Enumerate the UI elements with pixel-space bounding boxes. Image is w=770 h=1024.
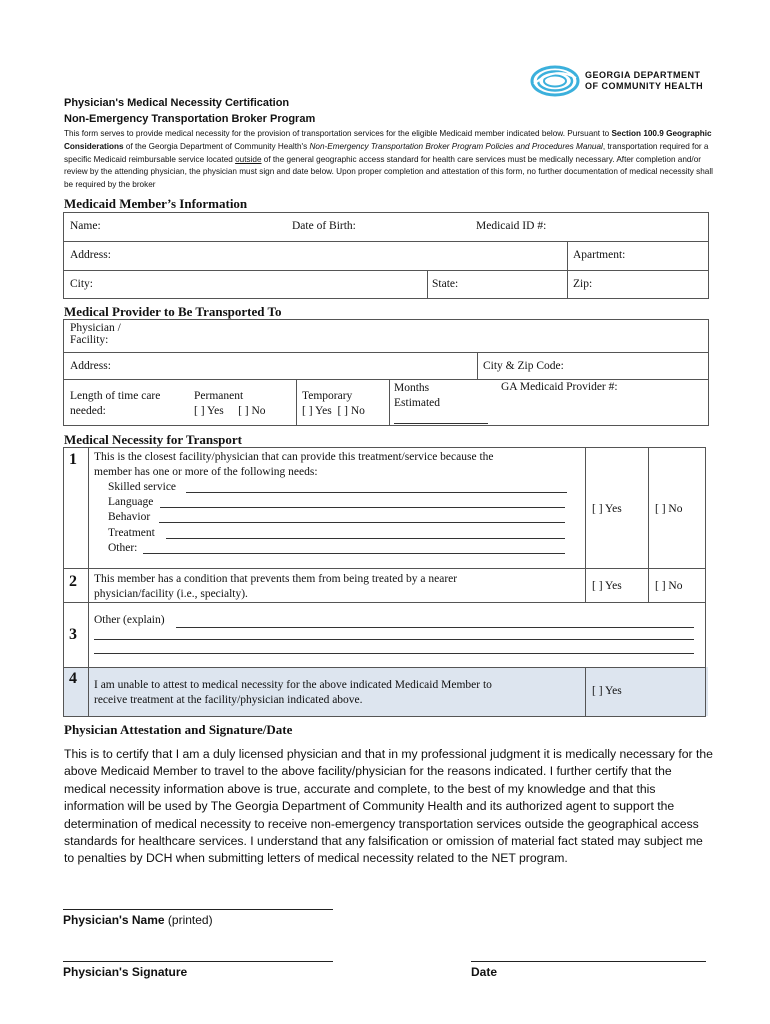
dch-logo-icon [530,64,580,98]
necessity-section-title: Medical Necessity for Transport [64,432,242,447]
member-name-field[interactable]: Name: [70,220,101,232]
row1-text: This is the closest facility/physician that can provide this treatment/service because the member has one or more of the following needs: [94,451,494,479]
row2-yes-checkbox[interactable]: [ ] Yes [592,580,622,592]
member-address-field[interactable]: Address: [70,249,111,261]
need-behavior[interactable]: Behavior [108,511,151,524]
physician-signature-label: Physician's Signature [63,965,188,979]
agency-logo [530,64,710,96]
row2-number: 2 [69,573,77,590]
form-subtitle: Non-Emergency Transportation Broker Program [64,113,316,125]
row3-number: 3 [69,626,77,643]
member-section-title: Medicaid Member’s Information [64,196,248,211]
physician-signature-line[interactable] [63,961,333,962]
intro-paragraph: This form serves to provide medical necessity for the provision of transportation services for the eligible Medicaid member indicated below. Pursuant to Section 100.9 Geographic Considerations of the Georgia Department of Community Health's Non-Emergency Transportation Broker Program Policies and Procedures Manual, transportation required for a specific Medicaid reimbursable service located outside of the general geographic access standard for health care services must be medically necessary. After completion and/or review by the attending physician, the physician must sign and date below. Upon proper completion and attestation of this form, no further documentation of medical necessity shall be required by the broker [64,129,713,190]
physician-name-line[interactable] [63,909,333,910]
length-of-care-label: Length of time care needed: [70,390,161,417]
physician-name-label: Physician's Name (printed) [63,913,213,927]
temporary-option[interactable]: Temporary [ ] Yes [ ] No [302,390,365,417]
provider-city-zip-field[interactable]: City & Zip Code: [483,360,564,372]
row2-no-checkbox[interactable]: [ ] No [655,580,683,592]
row4-text: I am unable to attest to medical necessity for the above indicated Medicaid Member to receive treatment at the facility/physician indicated above. [94,679,492,706]
row2-text: This member has a condition that prevents them from being treated by a nearer physician/facility (i.e., specialty). [94,573,458,600]
row4-yes-checkbox[interactable]: [ ] Yes [592,685,622,697]
permanent-option[interactable]: Permanent [ ] Yes [ ] No [194,390,266,417]
row1-number: 1 [69,451,77,468]
provider-section-title: Medical Provider to Be Transported To [64,304,282,319]
provider-address-field[interactable]: Address: [70,360,111,372]
months-estimated-field[interactable]: Months Estimated [394,382,440,409]
attestation-title: Physician Attestation and Signature/Date [64,722,293,737]
date-line[interactable] [471,961,706,962]
row1-yes-checkbox[interactable]: [ ] Yes [592,503,622,515]
date-label: Date [471,965,498,979]
need-other[interactable]: Other: [108,541,138,554]
attestation-body: This is to certify that I am a duly licensed physician and that in my professional judgment it is medically necessary for the above Medicaid Member to travel to the above facility/physician for the reasons indicated. I further certify that the medical necessity information above is true, accurate and complete, to the best of my knowledge and that this information will be used by The Georgia Department of Community Health and its authorized agent to support the determination of medical necessity to receive non-emergency transportation services outside the geographical access standards for healthcare services. I understand that any falsification or omission of material fact stated may subject me to penalties by DCH when submitting letters of medical necessity related to the NET program. [64,747,713,866]
row1-needs-list[interactable] [108,480,176,556]
member-zip-field[interactable]: Zip: [573,278,593,290]
member-dob-field[interactable]: Date of Birth: [292,220,356,232]
member-apartment-field[interactable]: Apartment: [573,249,626,261]
provider-physician-label: Physician / Facility: [70,322,121,346]
need-treatment[interactable]: Treatment [108,526,155,539]
need-language[interactable]: Language [108,496,154,509]
member-medicaid-id-field[interactable]: Medicaid ID #: [476,220,547,232]
ga-medicaid-provider-field[interactable]: GA Medicaid Provider #: [501,381,618,393]
agency-name: GEORGIA DEPARTMENT OF COMMUNITY HEALTH [585,70,704,91]
member-state-field[interactable]: State: [432,278,459,290]
form-title: Physician's Medical Necessity Certification [64,97,290,109]
row1-no-checkbox[interactable]: [ ] No [655,503,683,515]
member-city-field[interactable]: City: [70,278,94,290]
row3-other-explain-field[interactable]: Other (explain) [94,614,165,626]
need-skilled-service[interactable]: Skilled service [108,481,177,493]
row4-number: 4 [69,670,77,687]
